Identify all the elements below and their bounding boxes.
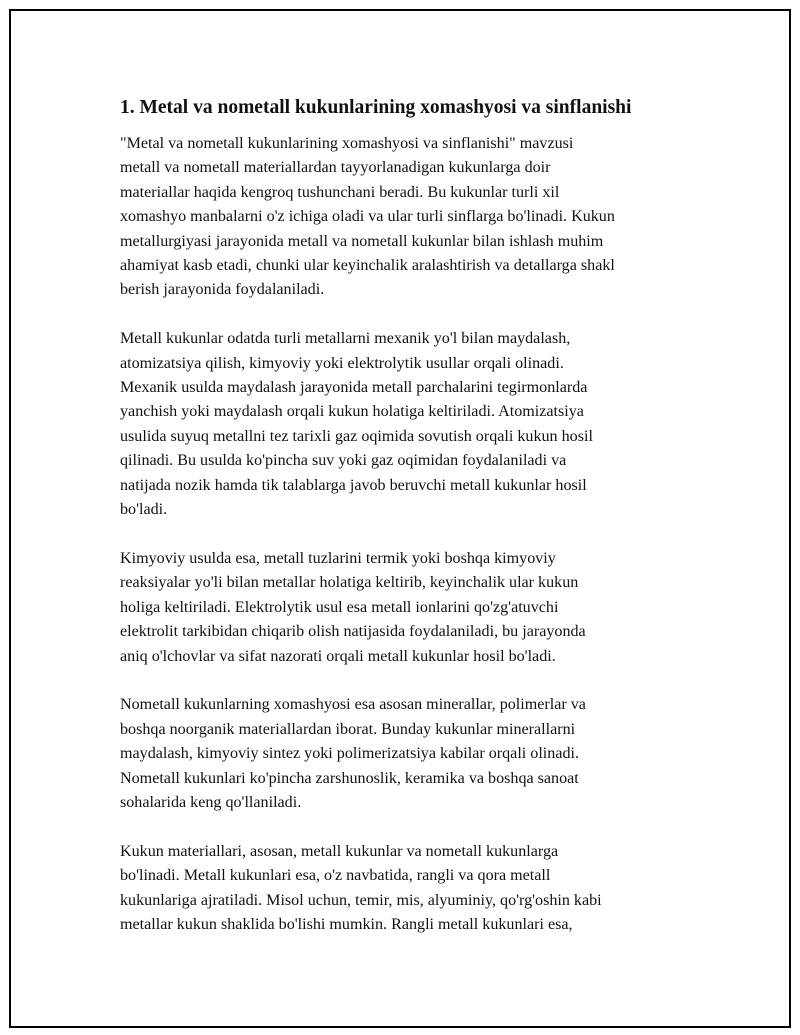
text-line: aniq o'lchovlar va sifat nazorati orqali metall kukunlar hosil bo'ladi.	[120, 647, 556, 665]
text-line: metallar kukun shaklida bo'lishi mumkin. Rangli metall kukunlari esa,	[120, 915, 573, 933]
paragraph-5	[120, 840, 710, 938]
text-line: usulida suyuq metallni tez tarixli gaz oqimida sovutish orqali kukun hosil	[120, 427, 593, 445]
paragraph-2	[120, 327, 710, 522]
text-line: elektrolit tarkibidan chiqarib olish natijasida foydalaniladi, bu jarayonda	[120, 623, 586, 641]
text-line: bo'ladi.	[120, 501, 168, 519]
text-line: Nometall kukunlarning xomashyosi esa asosan minerallar, polimerlar va	[120, 696, 586, 714]
text-line: ahamiyat kasb etadi, chunki ular keyinchalik aralashtirish va detallarga shakl	[120, 257, 615, 275]
text-line: Mexanik usulda maydalash jarayonida metall parchalarini tegirmonlarda	[120, 379, 588, 397]
paragraph-3	[120, 547, 710, 669]
text-line: metall va nometall materiallardan tayyorlanadigan kukunlarga doir	[120, 159, 551, 177]
text-line: metallurgiyasi jarayonida metall va nometall kukunlar bilan ishlash muhim	[120, 232, 604, 250]
text-line: yanchish yoki maydalash orqali kukun holatiga keltiriladi. Atomizatsiya	[120, 403, 584, 421]
text-line: Kimyoviy usulda esa, metall tuzlarini termik yoki boshqa kimyoviy	[120, 549, 556, 567]
text-line: Kukun materiallari, asosan, metall kukunlar va nometall kukunlarga	[120, 842, 559, 860]
text-line: natijada nozik hamda tik talablarga javob beruvchi metall kukunlar hosil	[120, 476, 587, 494]
text-line: materiallar haqida kengroq tushunchani beradi. Bu kukunlar turli xil	[120, 183, 560, 201]
text-line: kukunlariga ajratiladi. Misol uchun, temir, mis, alyuminiy, qo'rg'oshin kabi	[120, 891, 602, 909]
page-title: 1. Metal va nometall kukunlarining xomashyosi va sinflanishi	[120, 97, 632, 118]
text-line: boshqa noorganik materiallardan iborat. Bunday kukunlar minerallarni	[120, 720, 576, 738]
page-frame	[9, 9, 791, 1028]
text-line: qilinadi. Bu usulda ko'pincha suv yoki gaz oqimidan foydalaniladi va	[120, 452, 567, 470]
text-line: Nometall kukunlari ko'pincha zarshunoslik, keramika va boshqa sanoat	[120, 769, 579, 787]
text-line: Metall kukunlar odatda turli metallarni mexanik yo'l bilan maydalash,	[120, 330, 571, 348]
text-line: xomashyo manbalarni o'z ichiga oladi va ular turli sinflarga bo'linadi. Kukun	[120, 208, 615, 226]
text-line: holiga keltiriladi. Elektrolytik usul esa metall ionlarini qo'zg'atuvchi	[120, 598, 559, 616]
document-body	[120, 95, 710, 962]
text-line: sohalarida keng qo'llaniladi.	[120, 793, 302, 811]
paragraph-1	[120, 132, 710, 303]
text-line: maydalash, kimyoviy sintez yoki polimerizatsiya kabilar orqali olinadi.	[120, 745, 580, 763]
text-line: reaksiyalar yo'li bilan metallar holatiga keltirib, keyinchalik ular kukun	[120, 574, 579, 592]
text-line: berish jarayonida foydalaniladi.	[120, 281, 325, 299]
text-line: "Metal va nometall kukunlarining xomashyosi va sinflanishi" mavzusi	[120, 135, 574, 152]
paragraph-4	[120, 693, 710, 815]
text-line: bo'linadi. Metall kukunlari esa, o'z navbatida, rangli va qora metall	[120, 867, 551, 885]
text-line: atomizatsiya qilish, kimyoviy yoki elektrolytik usullar orqali olinadi.	[120, 354, 564, 372]
